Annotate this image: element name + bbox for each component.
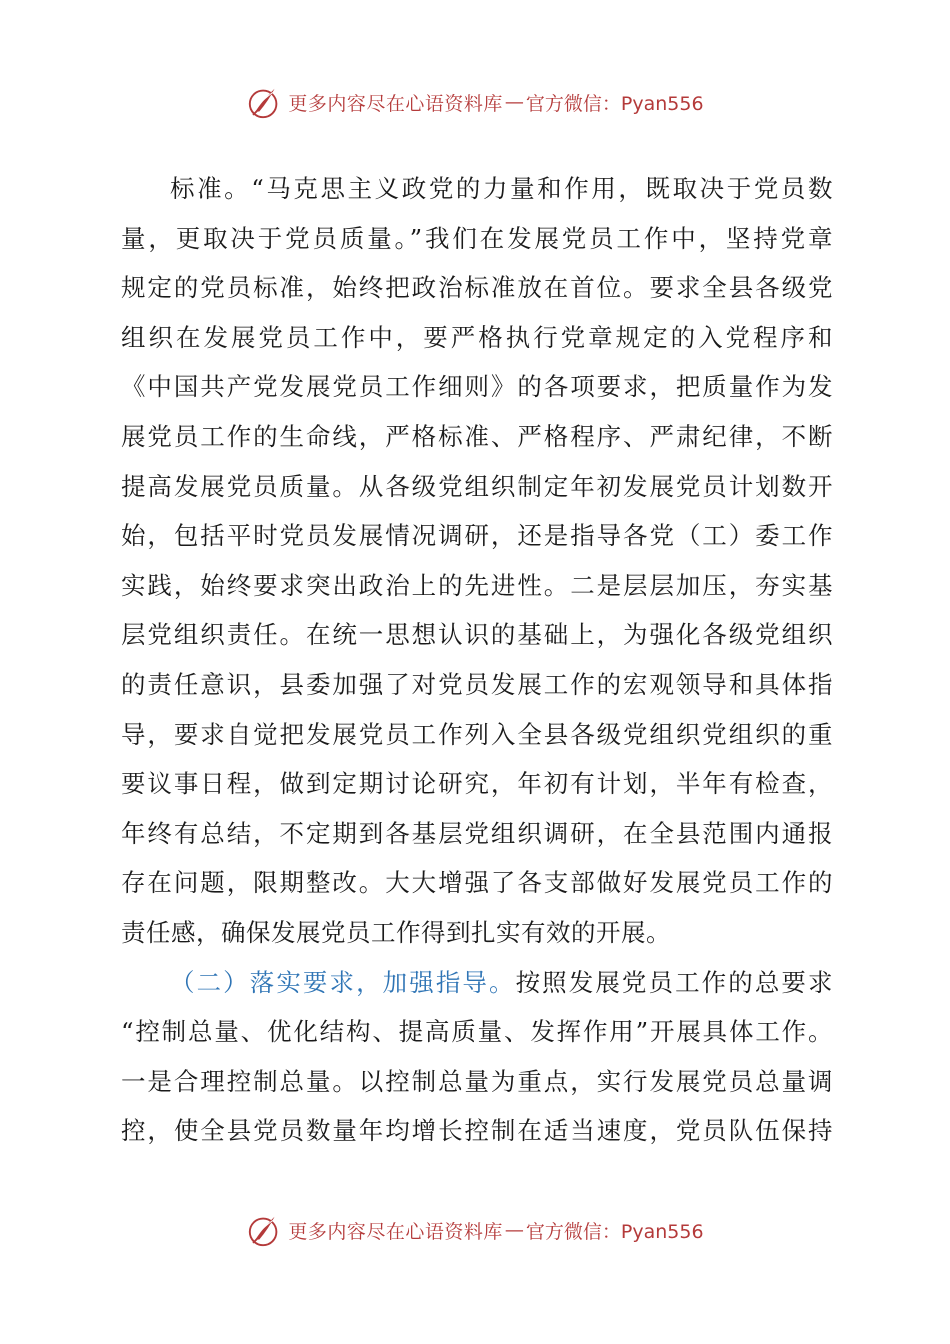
paragraph-line: 标准。“马克思主义政党的力量和作用，既取决于党员数 xyxy=(170,174,833,203)
quill-pen-logo-icon xyxy=(246,83,284,121)
paragraph-line: 存在问题，限期整改。大大增强了各支部做好发展党员工作的 xyxy=(121,868,833,898)
footer-banner xyxy=(0,1208,950,1252)
paragraph-line: 始，包括平时党员发展情况调研，还是指导各党（工）委工作 xyxy=(121,521,833,551)
paragraph-line: 量，更取决于党员质量。”我们在发展党员工作中，坚持党章 xyxy=(121,223,833,253)
header-banner xyxy=(0,80,950,124)
paragraph-line: 导，要求自觉把发展党员工作列入全县各级党组织党组织的重 xyxy=(121,719,833,749)
paragraph-line: 规定的党员标准，始终把政治标准放在首位。要求全县各级党 xyxy=(121,273,833,303)
paragraph-line: 责任感，确保发展党员工作得到扎实有效的开展。 xyxy=(121,917,671,947)
document-body xyxy=(121,164,833,1164)
paragraph-line: 的责任意识，县委加强了对党员发展工作的宏观领导和具体指 xyxy=(121,669,833,699)
banner-title: 更多内容尽在心语资料库 xyxy=(288,1220,503,1243)
paragraph-line: 《中国共产党发展党员工作细则》的各项要求，把质量作为发 xyxy=(121,372,833,402)
section-heading-line xyxy=(121,958,833,1008)
section-heading-rest: 按照发展党员工作的总要求 xyxy=(515,967,834,997)
banner-wechat: 官方微信：Pyan556 xyxy=(525,92,704,115)
quill-pen-logo-icon xyxy=(246,1211,284,1249)
banner-dash: — xyxy=(504,91,524,113)
banner-wechat: 官方微信：Pyan556 xyxy=(525,1220,704,1243)
paragraph-line: 一是合理控制总量。以控制总量为重点，实行发展党员总量调 xyxy=(121,1066,833,1096)
paragraph-line: “控制总量、优化结构、提高质量、发挥作用”开展具体工作。 xyxy=(121,1017,833,1047)
paragraph-line: 控，使全县党员数量年均增长控制在适当速度，党员队伍保持 xyxy=(121,1116,833,1146)
paragraph-line: 要议事日程，做到定期讨论研究，年初有计划，半年有检查， xyxy=(121,769,833,799)
section-heading: （二）落实要求，加强指导。 xyxy=(170,967,516,997)
paragraph-line: 实践，始终要求突出政治上的先进性。二是层层加压，夯实基 xyxy=(121,570,833,600)
paragraph-line: 层党组织责任。在统一思想认识的基础上，为强化各级党组织 xyxy=(121,620,833,650)
paragraph-line: 年终有总结，不定期到各基层党组织调研，在全县范围内通报 xyxy=(121,818,833,848)
banner-title: 更多内容尽在心语资料库 xyxy=(288,92,503,115)
paragraph-line: 组织在发展党员工作中，要严格执行党章规定的入党程序和 xyxy=(121,322,833,352)
paragraph-line: 提高发展党员质量。从各级党组织制定年初发展党员计划数开 xyxy=(121,471,833,501)
banner-dash: — xyxy=(504,1219,524,1241)
paragraph-line: 展党员工作的生命线，严格标准、严格程序、严肃纪律，不断 xyxy=(121,421,833,451)
